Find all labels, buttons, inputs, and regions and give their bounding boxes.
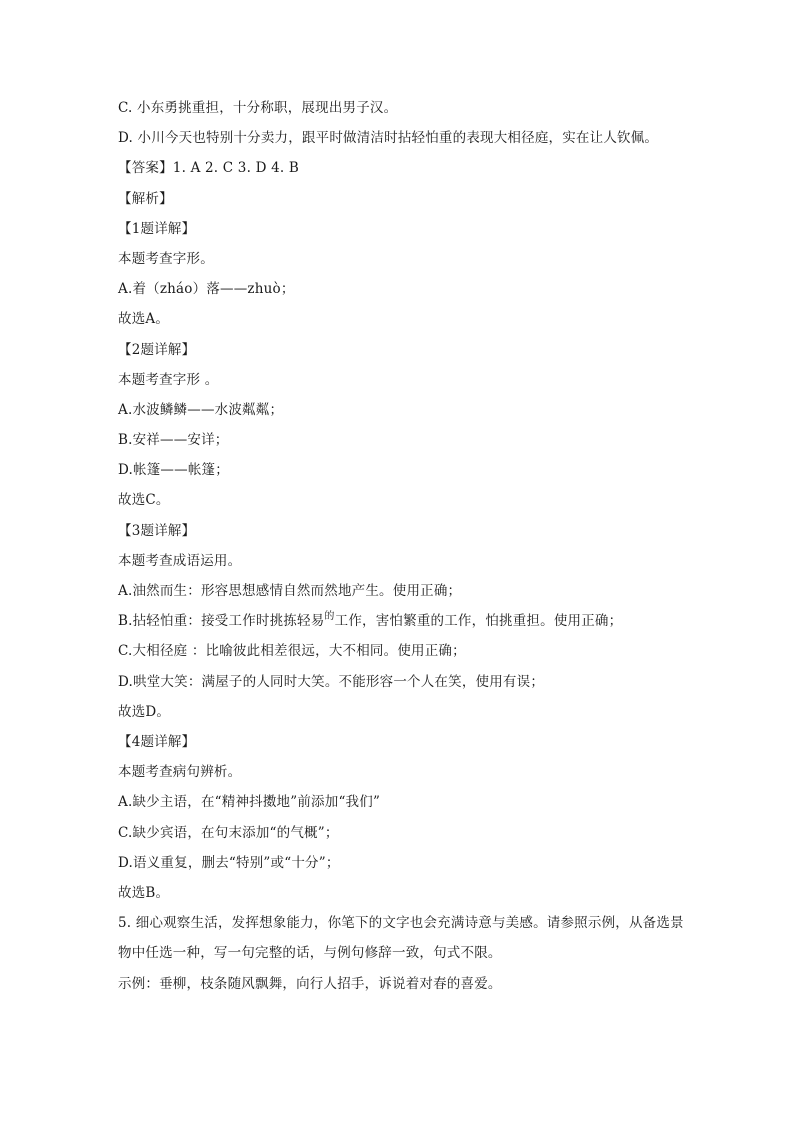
q1-explanation-a: A.着（zháo）落——zhuò； <box>118 281 295 298</box>
q4-explanation-d: D.语义重复，删去“特别”或“十分”； <box>118 854 340 871</box>
q4-heading: 【4题详解】 <box>118 733 196 750</box>
q4-explanation-c: C.缺少宾语，在句末添加“的气概”； <box>118 824 339 841</box>
q2-explanation-d: D.帐篷——帐篷； <box>118 462 229 479</box>
q3-explanation-a: A.油然而生：形容思想感情自然而然地产生。使用正确； <box>118 583 462 599</box>
q1-topic: 本题考查字形。 <box>118 250 214 267</box>
q4-conclusion: 故选B。 <box>118 884 170 901</box>
q3-explanation-b-part2: 工作，害怕繁重的工作，怕挑重担。使用正确； <box>334 613 623 630</box>
q3-explanation-b <box>118 612 688 630</box>
q2-explanation-a: A.水波鳞鳞——水波粼粼； <box>118 401 284 418</box>
q3-heading: 【3题详解】 <box>118 522 196 539</box>
q3-topic: 本题考查成语运用。 <box>118 552 242 569</box>
q3-explanation-b-part1: B.拈轻怕重：接受工作时挑拣轻易 <box>118 613 325 630</box>
analysis-heading: 【解析】 <box>118 190 173 207</box>
q2-conclusion: 故选C。 <box>118 492 170 509</box>
option-d-sentence: D. 小川今天也特别十分卖力，跟平时做清洁时拈轻怕重的表现大相径庭，实在让人钦佩。 <box>118 130 659 147</box>
q1-heading: 【1题详解】 <box>118 220 196 237</box>
option-c-sentence: C. 小东勇挑重担，十分称职，展现出男子汉。 <box>118 100 398 116</box>
q2-explanation-b: B.安祥——安详； <box>118 432 229 449</box>
q3-explanation-c: C.大相径庭 ：比喻彼此相差很远，大不相同。使用正确； <box>118 643 466 660</box>
q3-conclusion: 故选D。 <box>118 703 171 720</box>
answer-line: 【答案】1. A 2. C 3. D 4. B <box>118 160 299 177</box>
q3-explanation-d: D.哄堂大笑：满屋子的人同时大笑。不能形容一个人在笑，使用有误； <box>118 673 545 690</box>
q4-explanation-a: A.缺少主语，在“精神抖擞地”前添加“我们” <box>118 794 381 811</box>
q5-example: 示例：垂柳，枝条随风飘舞，向行人招手，诉说着对春的喜爱。 <box>118 975 502 992</box>
q3-explanation-b-superscript: 的 <box>324 611 335 623</box>
q5-prompt: 5. 细心观察生活，发挥想象能力，你笔下的文字也会充满诗意与美感。请参照示例，从备选景物中任选一种，写一句完整的话，与例句修辞一致，句式不限。 <box>118 915 684 962</box>
q2-topic: 本题考查字形 。 <box>118 371 219 388</box>
q2-heading: 【2题详解】 <box>118 341 196 358</box>
q4-topic: 本题考查病句辨析。 <box>118 764 242 781</box>
document-page <box>118 99 688 1005</box>
q1-conclusion: 故选A。 <box>118 311 170 328</box>
